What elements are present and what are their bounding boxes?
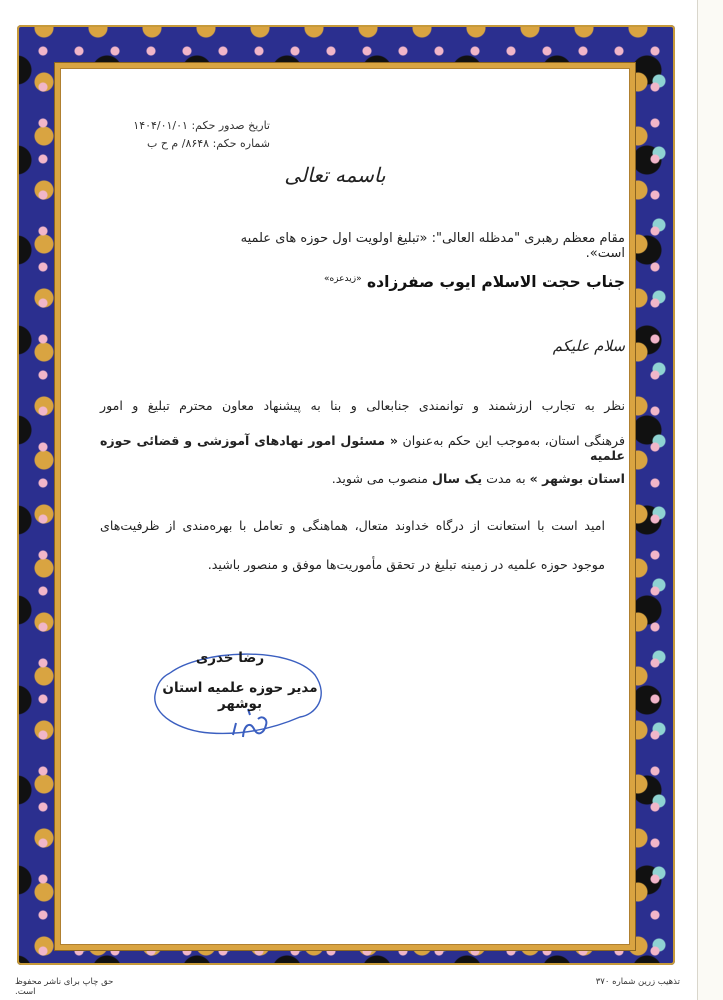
duration: یک سال [432, 471, 483, 486]
recipient-honorific: «زیدعزه» [323, 273, 362, 284]
invocation-heading: باسمه تعالی [284, 163, 386, 187]
signatory-name: رضا خدری [195, 650, 265, 666]
salutation: سلام علیکم [552, 337, 625, 355]
recipient-title: جناب حجت الاسلام ایوب صفرزاده [367, 273, 625, 291]
duration-prefix: به مدت [486, 471, 526, 486]
recipient-line [280, 273, 625, 291]
leader-quote: مقام معظم رهبری "مدظله العالی": «تبلیغ اولویت اول حوزه های علمیه است». [240, 231, 625, 261]
paragraph-1-line-2 [100, 433, 625, 463]
issue-date-value: ۱۴۰۴/۰۱/۰۱ [133, 119, 188, 132]
paragraph-1-line-3 [300, 471, 625, 486]
decree-number [110, 135, 270, 152]
position-title-part2: استان بوشهر » [529, 471, 625, 486]
decree-number-value: ۸۶۴۸/ م ح ب [146, 137, 210, 150]
footer-copyright: حق چاپ برای ناشر محفوظ است. [15, 977, 114, 997]
issue-date [110, 117, 270, 134]
appointment-suffix: منصوب می شوید. [331, 471, 429, 486]
paragraph-1-line-1: نظر به تجارب ارزشمند و توانمندی جنابعالی و بنا به پیشنهاد معاون محترم تبلیغ و امور [100, 398, 625, 413]
line-2-prefix: فرهنگی استان، به‌موجب این حکم به‌عنوان [402, 433, 626, 448]
paragraph-2-line-2: موجود حوزه علمیه در زمینه تبلیغ در تحقق مأموریت‌ها موفق و منصور باشید. [207, 557, 605, 572]
scanner-edge [697, 0, 723, 1000]
document-paper [61, 69, 629, 944]
position-title-part1: « مسئول امور نهادهای آموزشی و قضائی حوزه علمیه [100, 433, 625, 463]
paragraph-2-line-1: امید است با استعانت از درگاه خداوند متعال، هماهنگی و تعامل با بهره‌مندی از ظرفیت‌های [100, 518, 605, 533]
footer-edition: تذهیب زرین شماره ۳۷۰ [595, 977, 680, 987]
signatory-title: مدیر حوزه علمیه استان بوشهر [162, 680, 318, 712]
decree-number-label: شماره حکم: [212, 137, 270, 150]
issue-date-label: تاریخ صدور حکم: [191, 119, 270, 132]
